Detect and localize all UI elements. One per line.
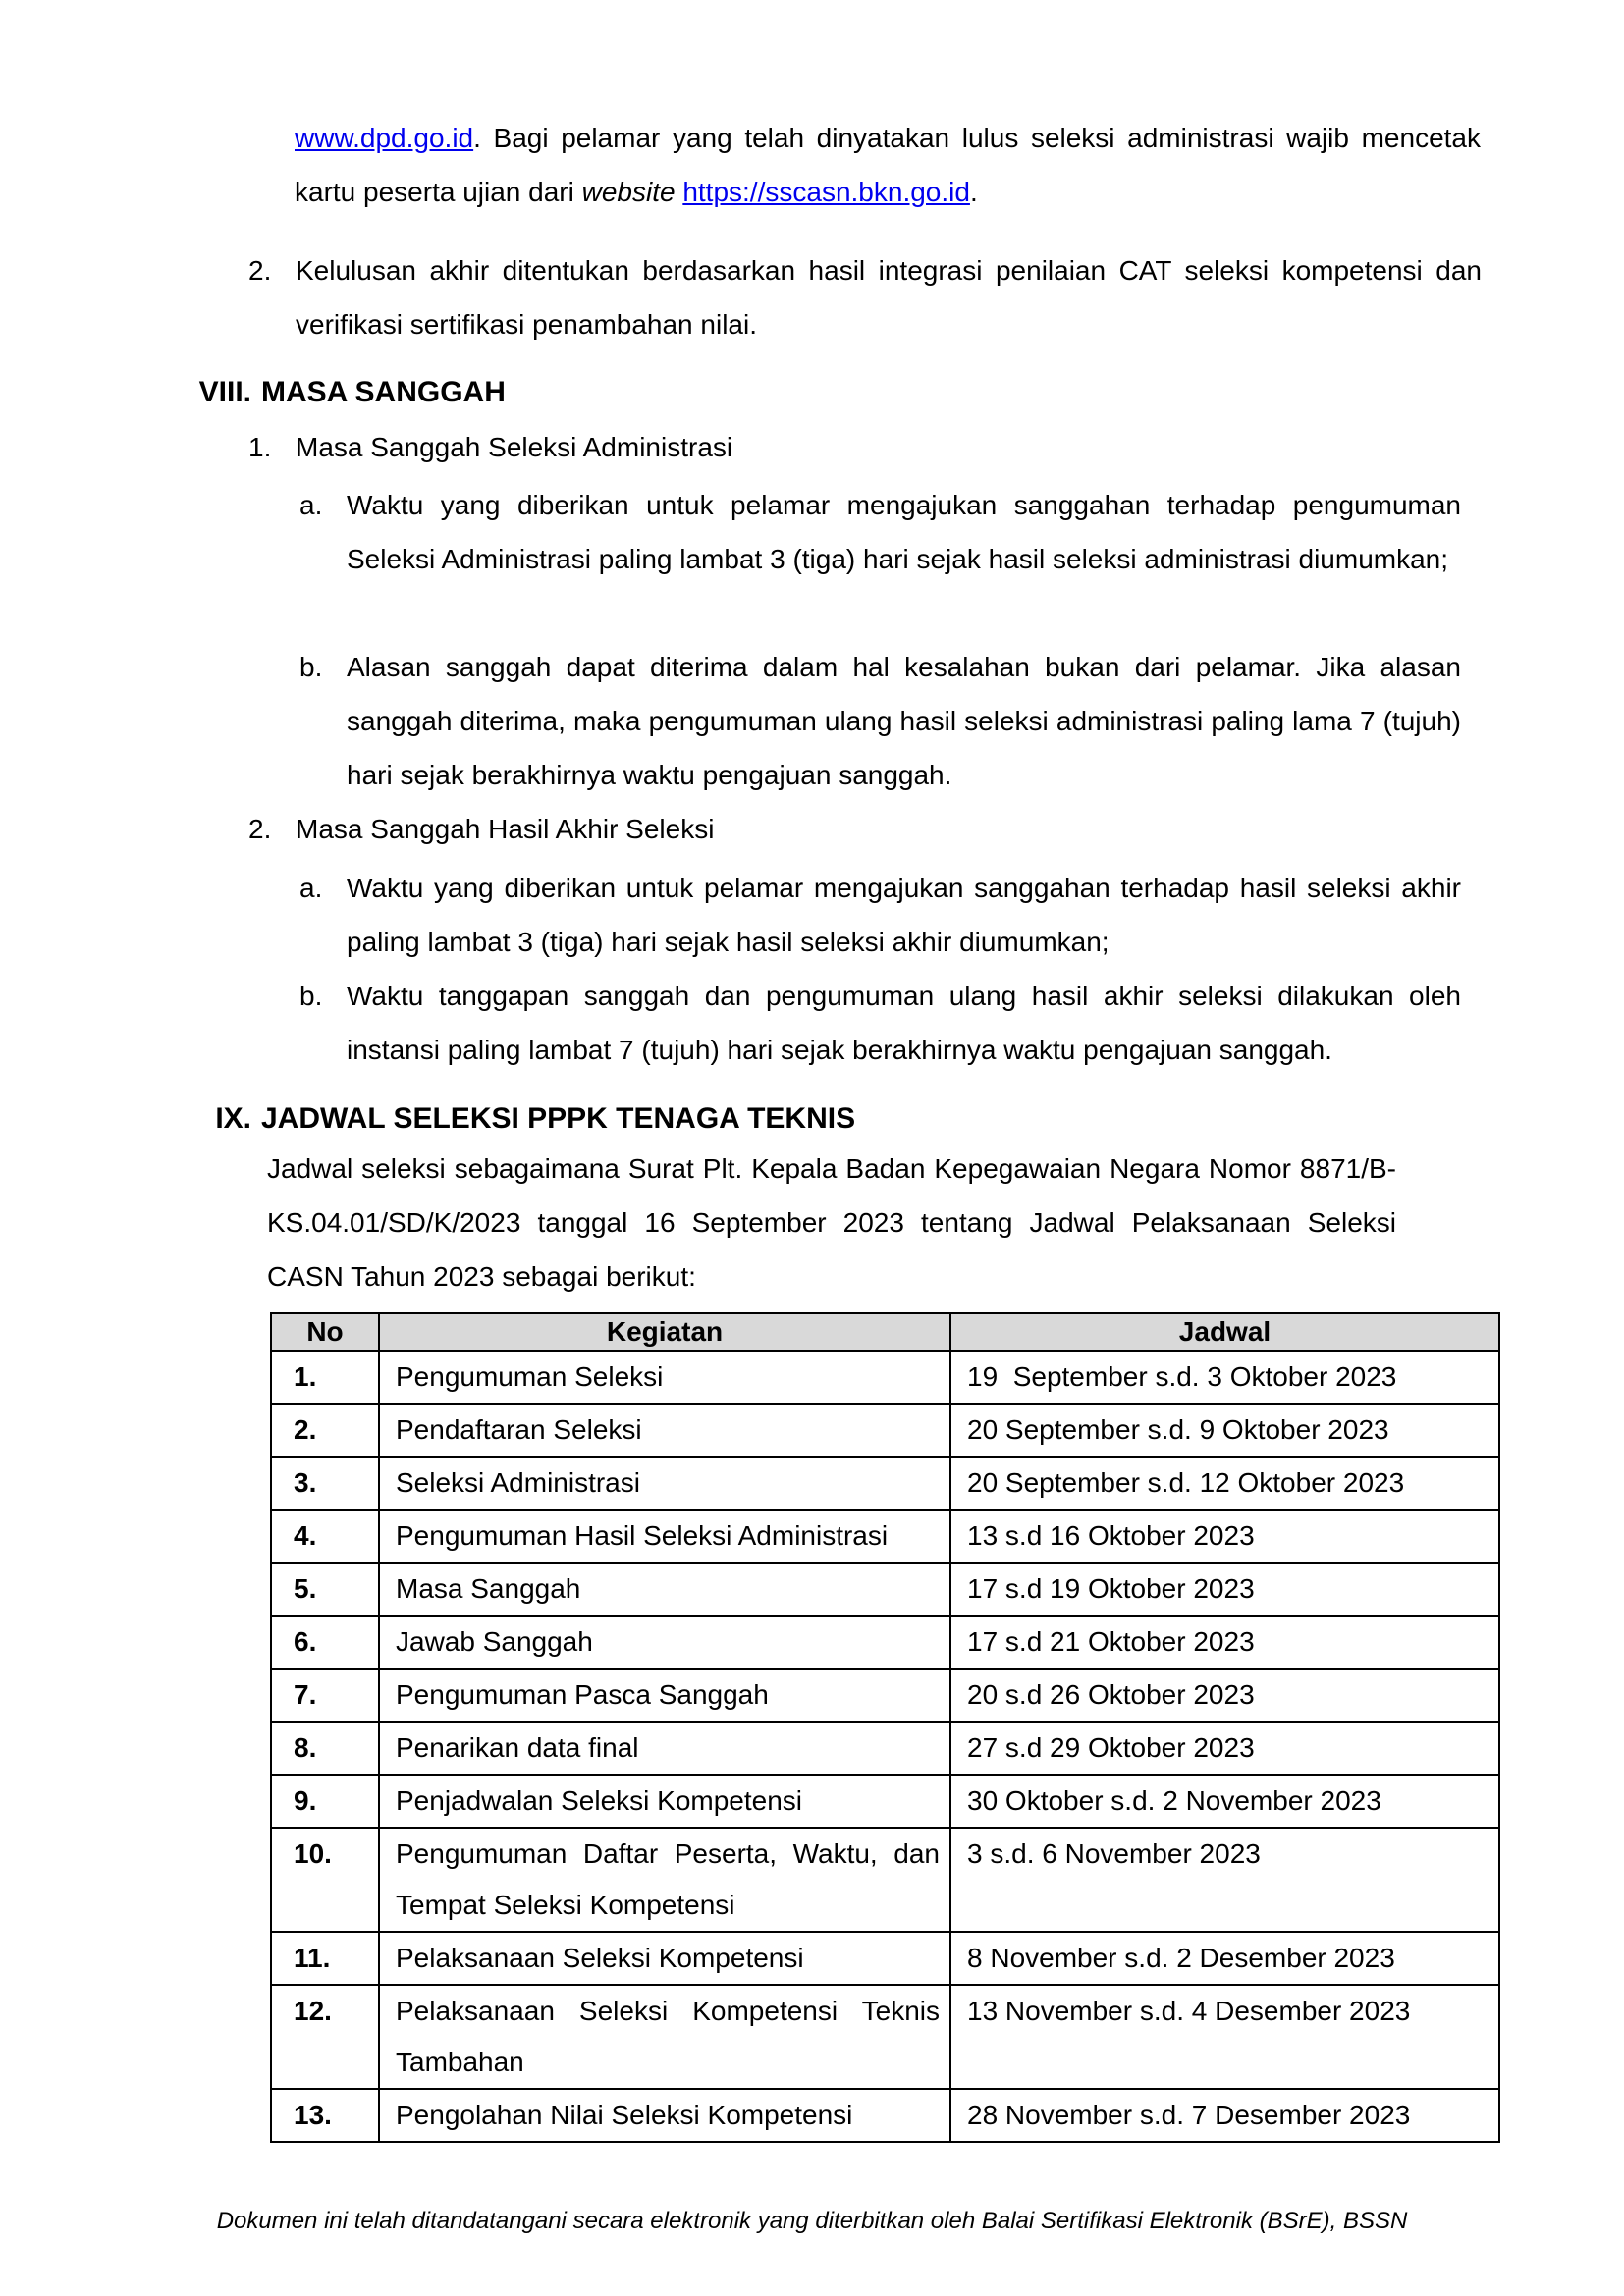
section-heading-ix xyxy=(192,1092,1469,1146)
sublist-marker: a. xyxy=(299,873,323,903)
cell-no: 12. xyxy=(271,1985,379,2089)
cell-kegiatan: Seleksi Administrasi xyxy=(379,1457,950,1510)
cell-jadwal: 19 September s.d. 3 Oktober 2023 xyxy=(950,1351,1499,1404)
table-row xyxy=(271,1722,1499,1775)
sscasn-link[interactable]: https://sscasn.bkn.go.id xyxy=(682,177,970,207)
dpd-link[interactable]: www.dpd.go.id xyxy=(295,123,474,153)
cell-no: 8. xyxy=(271,1722,379,1775)
cell-kegiatan: Pengumuman Pasca Sanggah xyxy=(379,1669,950,1722)
cell-kegiatan: Penjadwalan Seleksi Kompetensi xyxy=(379,1775,950,1828)
paragraph-intro-continuation xyxy=(295,111,1481,219)
cell-jadwal: 3 s.d. 6 November 2023 xyxy=(950,1828,1499,1932)
table-header-row xyxy=(271,1313,1499,1351)
table-row xyxy=(271,1404,1499,1457)
cell-jadwal: 17 s.d 21 Oktober 2023 xyxy=(950,1616,1499,1669)
section-number: IX. xyxy=(215,1102,251,1135)
section-number: VIII. xyxy=(198,376,251,408)
sublist-item-1b xyxy=(299,640,1461,802)
cell-no: 6. xyxy=(271,1616,379,1669)
table-row xyxy=(271,1828,1499,1932)
cell-no: 9. xyxy=(271,1775,379,1828)
table-row xyxy=(271,1510,1499,1563)
table-row xyxy=(271,1775,1499,1828)
sublist-marker: a. xyxy=(299,490,323,520)
sublist-marker: b. xyxy=(299,652,323,682)
paragraph-jadwal-intro: Jadwal seleksi sebagaimana Surat Plt. Kepala Badan Kepegawaian Negara Nomor 8871/B-KS.04.01/SD/K/2023 tanggal 16 September 2023 tentang Jadwal Pelaksanaan Seleksi CASN Tahun 2023 sebagai berikut: xyxy=(267,1153,1396,1292)
cell-jadwal: 20 September s.d. 9 Oktober 2023 xyxy=(950,1404,1499,1457)
cell-jadwal: 27 s.d 29 Oktober 2023 xyxy=(950,1722,1499,1775)
table-row xyxy=(271,1932,1499,1985)
table-row xyxy=(271,1351,1499,1404)
cell-no: 2. xyxy=(271,1404,379,1457)
list-item-kelulusan xyxy=(248,243,1482,351)
footer-note: Dokumen ini telah ditandatangani secara elektronik yang diterbitkan oleh Balai Sertifikasi Elektronik (BSrE), BSSN xyxy=(216,2208,1408,2234)
table-row xyxy=(271,1669,1499,1722)
table-row xyxy=(271,1985,1499,2089)
cell-jadwal: 13 November s.d. 4 Desember 2023 xyxy=(950,1985,1499,2089)
list-item-text: Kelulusan akhir ditentukan berdasarkan hasil integrasi penilaian CAT seleksi kompetensi dan verifikasi sertifikasi penambahan nilai. xyxy=(296,255,1482,340)
intro-italic-word: website xyxy=(581,177,676,207)
cell-jadwal: 20 s.d 26 Oktober 2023 xyxy=(950,1669,1499,1722)
cell-no: 10. xyxy=(271,1828,379,1932)
cell-kegiatan: Pelaksanaan Seleksi Kompetensi xyxy=(379,1932,950,1985)
cell-jadwal: 13 s.d 16 Oktober 2023 xyxy=(950,1510,1499,1563)
section-title: MASA SANGGAH xyxy=(261,376,506,408)
header-kegiatan: Kegiatan xyxy=(379,1313,950,1351)
intro-text-2: . xyxy=(969,177,978,207)
table-row xyxy=(271,1457,1499,1510)
cell-kegiatan: Penarikan data final xyxy=(379,1722,950,1775)
list-item-text: Masa Sanggah Hasil Akhir Seleksi xyxy=(296,814,715,844)
intro-text-1: . Bagi pelamar yang telah dinyatakan lulus seleksi administrasi wajib mencetak kartu peserta ujian dari xyxy=(295,123,1481,207)
sublist-item-text: Waktu yang diberikan untuk pelamar mengajukan sanggahan terhadap pengumuman Seleksi Administrasi paling lambat 3 (tiga) hari sejak hasil seleksi administrasi diumumkan; xyxy=(347,490,1461,574)
sublist-marker: b. xyxy=(299,981,323,1011)
cell-no: 3. xyxy=(271,1457,379,1510)
table-row xyxy=(271,1616,1499,1669)
cell-kegiatan: Pelaksanaan Seleksi Kompetensi Teknis Tambahan xyxy=(379,1985,950,2089)
sublist-item-text: Waktu tanggapan sanggah dan pengumuman ulang hasil akhir seleksi dilakukan oleh instansi paling lambat 7 (tujuh) hari sejak berakhirnya waktu pengajuan sanggah. xyxy=(347,981,1461,1065)
cell-jadwal: 17 s.d 19 Oktober 2023 xyxy=(950,1563,1499,1616)
cell-jadwal: 28 November s.d. 7 Desember 2023 xyxy=(950,2089,1499,2142)
schedule-table xyxy=(270,1312,1500,2143)
cell-kegiatan: Pengumuman Daftar Peserta, Waktu, dan Tempat Seleksi Kompetensi xyxy=(379,1828,950,1932)
table-row xyxy=(271,1563,1499,1616)
cell-jadwal: 20 September s.d. 12 Oktober 2023 xyxy=(950,1457,1499,1510)
header-no: No xyxy=(271,1313,379,1351)
cell-kegiatan: Masa Sanggah xyxy=(379,1563,950,1616)
cell-no: 11. xyxy=(271,1932,379,1985)
sublist-item-2b xyxy=(299,969,1461,1077)
cell-no: 4. xyxy=(271,1510,379,1563)
sublist-item-text: Waktu yang diberikan untuk pelamar mengajukan sanggahan terhadap hasil seleksi akhir paling lambat 3 (tiga) hari sejak hasil seleksi akhir diumumkan; xyxy=(347,873,1461,957)
list-marker: 2. xyxy=(248,255,272,286)
cell-kegiatan: Pengumuman Seleksi xyxy=(379,1351,950,1404)
cell-kegiatan: Pendaftaran Seleksi xyxy=(379,1404,950,1457)
header-jadwal: Jadwal xyxy=(950,1313,1499,1351)
cell-kegiatan: Pengolahan Nilai Seleksi Kompetensi xyxy=(379,2089,950,2142)
sublist-item-text: Alasan sanggah dapat diterima dalam hal kesalahan bukan dari pelamar. Jika alasan sanggah diterima, maka pengumuman ulang hasil seleksi administrasi paling lama 7 (tujuh) hari sejak berakhirnya waktu pengajuan sanggah. xyxy=(347,652,1461,790)
cell-no: 5. xyxy=(271,1563,379,1616)
cell-jadwal: 8 November s.d. 2 Desember 2023 xyxy=(950,1932,1499,1985)
cell-no: 1. xyxy=(271,1351,379,1404)
table-row xyxy=(271,2089,1499,2142)
list-item-masa-sanggah-administrasi xyxy=(248,420,1482,474)
sublist-item-2a xyxy=(299,861,1461,969)
cell-no: 7. xyxy=(271,1669,379,1722)
list-marker: 1. xyxy=(248,432,272,462)
sublist-item-1a xyxy=(299,478,1461,586)
list-item-masa-sanggah-hasil-akhir xyxy=(248,802,1482,856)
cell-jadwal: 30 Oktober s.d. 2 November 2023 xyxy=(950,1775,1499,1828)
section-title: JADWAL SELEKSI PPPK TENAGA TEKNIS xyxy=(261,1102,856,1135)
list-marker: 2. xyxy=(248,814,272,844)
section-heading-viii xyxy=(192,365,1469,419)
cell-kegiatan: Jawab Sanggah xyxy=(379,1616,950,1669)
cell-kegiatan: Pengumuman Hasil Seleksi Administrasi xyxy=(379,1510,950,1563)
cell-no: 13. xyxy=(271,2089,379,2142)
list-item-text: Masa Sanggah Seleksi Administrasi xyxy=(296,432,733,462)
